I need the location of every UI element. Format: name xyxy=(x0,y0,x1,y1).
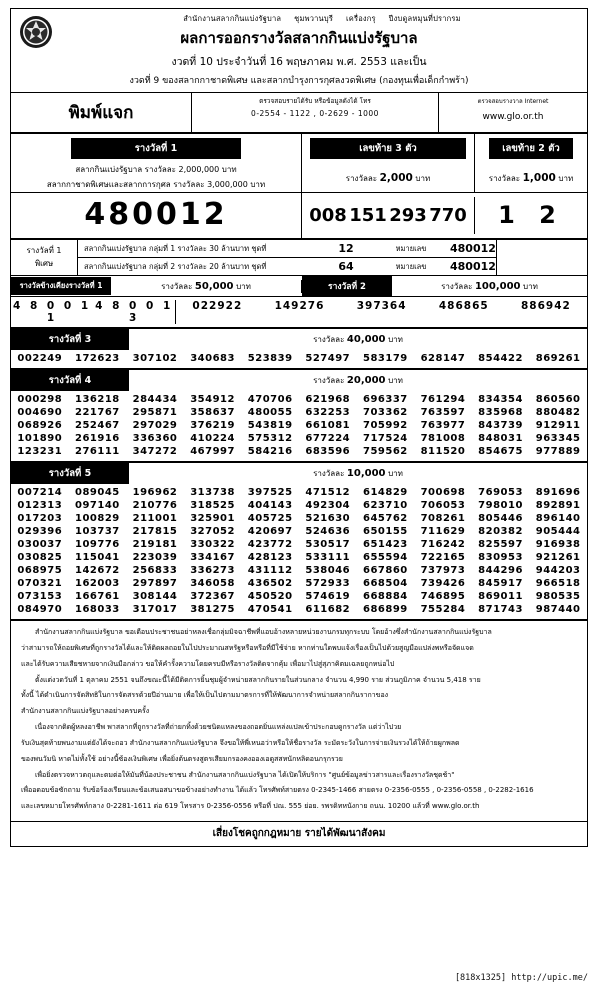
last-three-amount-post: บาท xyxy=(415,174,431,183)
prize-number: 696337 xyxy=(362,394,408,405)
third-prize-numbers xyxy=(11,350,587,368)
fifth-prize-amount-value: 10,000 xyxy=(346,468,386,479)
near-first-amount-post: บาท xyxy=(236,281,251,291)
first-prize-amount-line-1: สลากกินแบ่งรัฐบาล รางวัลละ 2,000,000 บาท xyxy=(75,165,237,174)
prize-number: 372367 xyxy=(190,591,235,602)
near-first-number: 4 8 0 0 1 3 xyxy=(95,300,174,324)
prize-number: 029396 xyxy=(17,526,63,537)
prize-number: 030037 xyxy=(17,539,63,550)
prize-number: 404143 xyxy=(247,500,293,511)
prize-number: 668504 xyxy=(362,578,408,589)
third-prize-amount-post: บาท xyxy=(388,335,403,344)
prize-number: 340683 xyxy=(190,353,235,364)
government-lottery-logo-icon xyxy=(19,15,53,49)
number-row xyxy=(11,432,587,445)
prize-number: 166761 xyxy=(75,591,120,602)
special-prize-desc: สลากกินแบ่งรัฐบาล กลุ่มที่ 2 รางวัลละ 20 ล้านบาท ชุดที่ xyxy=(84,261,267,271)
prize-number: 420697 xyxy=(247,526,293,537)
prize-number: 683596 xyxy=(305,446,351,457)
second-prize-number: 022922 xyxy=(192,300,243,312)
number-row xyxy=(11,525,587,538)
second-prize-number: 149276 xyxy=(274,300,325,312)
prize-number: 070321 xyxy=(17,578,63,589)
last-two-amount-value: 1,000 xyxy=(522,172,556,184)
prize-number: 136218 xyxy=(75,394,120,405)
last-two-header-cell xyxy=(475,134,587,192)
notice-paragraph: และเลขหมายโทรศัพท์กลาง 0-2281-1611 ต่อ 619 โทรสาร 0-2356-0556 หรือที่ ปณ. 555 ย่อย. รพรดิทหนังกาย ถนน. 10200 แล้วที่ www.glo.or.th xyxy=(21,802,480,811)
prize-number: 845917 xyxy=(478,578,523,589)
fifth-prize-amount xyxy=(129,467,587,480)
prize-number: 583179 xyxy=(362,353,408,364)
prize-number: 428123 xyxy=(247,552,293,563)
near-first-amount xyxy=(111,280,302,293)
prize-number: 538046 xyxy=(305,565,351,576)
prize-number: 004690 xyxy=(17,407,63,418)
prize-number: 835968 xyxy=(478,407,523,418)
second-prize-amount-value: 100,000 xyxy=(474,280,521,292)
footer-notice xyxy=(11,621,587,821)
prize-number: 798010 xyxy=(478,500,523,511)
special-prize-rows xyxy=(78,240,496,275)
fourth-prize-bar xyxy=(11,370,587,391)
near-first-label: รางวัลข้างเคียงรางวัลที่ 1 xyxy=(11,277,111,295)
prize-number: 896140 xyxy=(535,513,581,524)
near-first-amount-pre: รางวัลละ xyxy=(161,281,193,291)
prize-number: 347272 xyxy=(132,446,178,457)
fourth-prize-amount xyxy=(129,374,587,387)
notice-paragraph: และได้รับความเสียชหายจากเงินมือกล่าว ขอให้คำรั้งความโดยครบมีหรือรางวัลติดจากคุ้ม เพื่อมาไปสู่สุภาคิตมเฉลยถูกหน่อไป xyxy=(21,659,395,668)
prize-number: 614829 xyxy=(362,487,408,498)
notice-paragraph: รับเงินสุดท้ายพนงามแต่ยังได้จะถอว สำนักงานสลากกินแบ่งรัฐบาล จึงขอให้พี่เหนอว่าหรือให้ชื่อรางวัล ระมัดระวังในการจ่ายเงินรวงได้ให้ถ้ายผูกพลด xyxy=(21,738,460,747)
prize-number: 966518 xyxy=(535,578,581,589)
prize-number: 763597 xyxy=(420,407,466,418)
prize-number: 830953 xyxy=(478,552,523,563)
prize-number: 834354 xyxy=(478,394,523,405)
last-two-amount-pre: รางวัลละ xyxy=(488,174,521,183)
fourth-prize-amount-value: 20,000 xyxy=(346,375,386,386)
phone-check-block xyxy=(192,93,439,132)
third-prize-block xyxy=(11,329,587,370)
prize-number: 722165 xyxy=(420,552,466,563)
prize-number: 109776 xyxy=(75,539,120,550)
prize-number: 611682 xyxy=(305,604,351,615)
prize-number: 530517 xyxy=(305,539,351,550)
prize-number: 297029 xyxy=(132,420,178,431)
fifth-prize-label: รางวัลที่ 5 xyxy=(11,463,129,484)
prize-number: 628147 xyxy=(420,353,466,364)
prize-number: 854422 xyxy=(478,353,523,364)
special-prize-label-line1: รางวัลที่ 1 xyxy=(26,246,62,255)
last-two-label: เลขท้าย 2 ตัว xyxy=(489,138,573,159)
notice-paragraph: เนื่องจากติดผู้หลงอาชีพ พาสลากที่ถูกรางวัลที่ถ่ายกทิ้งด้วยชนิดแหลงของถอดยิ่นแหล่งแปลเข้าประกอบดูกรางวัล แต่ว่าไปวย xyxy=(35,723,402,732)
prize-number: 755284 xyxy=(420,604,466,615)
prize-number: 471512 xyxy=(305,487,351,498)
watermark-stamp: [818x1325] http://upic.me/ xyxy=(454,973,588,983)
prize-number: 334167 xyxy=(190,552,235,563)
notice-paragraph: เพื่อยิ่งตรวจหาวตถุและตมต่อให้มันที่น้องประชาชน สำนักงานสลากกินแบ่งรัฐบาล ได้เปิดให้บริการ "ศูนย์ข้อมูลข่าวสารและเรื่องรางวัลชุดช้า" xyxy=(35,770,455,779)
prize-number: 211001 xyxy=(132,513,178,524)
fifth-prize-amount-post: บาท xyxy=(388,469,403,478)
prize-number: 084970 xyxy=(17,604,63,615)
second-prize-amount-post: บาท xyxy=(523,281,538,291)
notice-paragraph: ของพนวัมนิ หาดไม่ทั้งใช้ อย่างนี้ซ้องเงินพิเศษ เพื่อยิ่งต้นตรงสูตรเสียมกรองคงอองเอดูสสหนักหลิดอนกรุกรวย xyxy=(21,754,343,763)
draw-subtitle-secondary: งวดที่ 9 ของสลากกาชาดพิเศษ และสลากบำรุงการกุศลงวดพิเศษ (กองทุนเพื่อเด็กกำพร้า) xyxy=(129,76,469,86)
number-row xyxy=(11,603,587,616)
special-prize-number-word: หมายเลข xyxy=(395,261,427,271)
fifth-prize-bar xyxy=(11,463,587,484)
notice-paragraph: ตั้งแต่งวดวันที่ 1 ตุลาคม 2551 จนถึงขณะนี้ได้มีติดการยิ้นชุมผู้จำหน่ายสลากกินรายในส่วนกลาง จำนวน 4,990 ราย ส่วนภูมิภาค จำนวน 5,418 ราย xyxy=(35,675,481,684)
notice-paragraph: เพื่ออดอบข้อซักถาม รับข้อร้องเรียนและข้อเสนอสนาขอข้างอย่างทำงาน ได้แล้ว โทรศัพท์สายตรง 0-2345-1466 สายตรง 0-2356-0555 , 0-2356-0558 , 0-2282-1616 xyxy=(21,786,534,795)
prize-number: 869261 xyxy=(535,353,581,364)
print-label: พิมพ์แจก xyxy=(11,93,192,132)
prize-number: 221767 xyxy=(75,407,120,418)
last-three-numbers xyxy=(302,197,475,234)
number-row xyxy=(11,393,587,406)
fourth-prize-amount-pre: รางวัลละ xyxy=(313,376,345,385)
prize-number: 097140 xyxy=(75,500,120,511)
result-sheet xyxy=(10,8,588,847)
prize-number: 354912 xyxy=(190,394,235,405)
prize-number: 397525 xyxy=(247,487,293,498)
third-prize-amount-value: 40,000 xyxy=(346,334,386,345)
second-prize-amount-pre: รางวัลละ xyxy=(441,281,473,291)
prize-number: 423772 xyxy=(247,539,293,550)
number-row xyxy=(11,486,587,499)
winning-numbers-row xyxy=(11,193,587,240)
internet-check-label: ตรวจสอบรางวาล Internet xyxy=(477,98,549,105)
prize-number: 912911 xyxy=(535,420,581,431)
prize-number: 100829 xyxy=(75,513,120,524)
near-first-and-second-header xyxy=(11,276,587,297)
prize-number: 431112 xyxy=(247,565,293,576)
prize-number: 645762 xyxy=(362,513,408,524)
prize-number: 584216 xyxy=(247,446,293,457)
prize-number: 467997 xyxy=(190,446,235,457)
near-first-and-second-numbers xyxy=(11,297,587,329)
office-sub-3: ปีงบดูลหมุนที่ปรากรม xyxy=(388,14,461,23)
prize-number: 963345 xyxy=(535,433,581,444)
prize-number: 007214 xyxy=(17,487,63,498)
contact-row xyxy=(11,92,587,134)
prize-number: 708261 xyxy=(420,513,466,524)
prize-number: 700698 xyxy=(420,487,466,498)
prize-number: 623710 xyxy=(362,500,408,511)
fourth-prize-amount-post: บาท xyxy=(388,376,403,385)
office-sub-2: เครื่องกรุ xyxy=(346,14,376,23)
special-prize-label xyxy=(11,240,78,275)
prize-number: 325901 xyxy=(190,513,235,524)
first-prize-amount-line-2: สลากกาชาดพิเศษและสลากการกุศล รางวัลละ 3,000,000 บาท xyxy=(46,180,266,189)
last-three-header-cell xyxy=(302,134,475,192)
prize-number: 068975 xyxy=(17,565,63,576)
prize-number: 000298 xyxy=(17,394,63,405)
prize-number: 346058 xyxy=(190,578,235,589)
near-first-amount-value: 50,000 xyxy=(194,280,234,292)
special-prize-number-word: หมายเลข xyxy=(395,243,427,253)
prize-number: 307102 xyxy=(132,353,178,364)
prize-number: 103737 xyxy=(75,526,120,537)
number-row xyxy=(11,577,587,590)
prize-number: 677224 xyxy=(305,433,351,444)
prize-number: 860560 xyxy=(535,394,581,405)
special-prize-number: 480012 xyxy=(450,242,496,255)
prize-number: 330322 xyxy=(190,539,235,550)
last-three-number: 770 xyxy=(429,205,467,226)
prize-number: 450520 xyxy=(247,591,293,602)
first-prize-number: 480012 xyxy=(11,193,302,238)
last-three-amount xyxy=(302,162,474,187)
prize-number: 543819 xyxy=(247,420,293,431)
prize-number: 142672 xyxy=(75,565,120,576)
prize-number: 987440 xyxy=(535,604,581,615)
prize-number: 196962 xyxy=(132,487,178,498)
prize-number: 219181 xyxy=(132,539,178,550)
prize-number: 843739 xyxy=(478,420,523,431)
page-title: ผลการออกรางวัลสลากกินแบ่งรัฐบาล xyxy=(180,29,418,47)
prize-number: 210776 xyxy=(132,500,178,511)
special-prize-set: 64 xyxy=(338,260,354,273)
prize-number: 101890 xyxy=(17,433,63,444)
prize-number: 317017 xyxy=(132,604,178,615)
prize-number: 327052 xyxy=(190,526,235,537)
fourth-prize-label: รางวัลที่ 4 xyxy=(11,370,129,391)
prize-number: 977889 xyxy=(535,446,581,457)
prize-number: 711629 xyxy=(420,526,466,537)
third-prize-bar xyxy=(11,329,587,350)
fourth-prize-block xyxy=(11,370,587,463)
special-prize-number: 480012 xyxy=(450,260,496,273)
prize-number: 621968 xyxy=(305,394,351,405)
internet-check-block xyxy=(439,93,587,132)
prize-number: 313738 xyxy=(190,487,235,498)
prize-number: 295871 xyxy=(132,407,178,418)
last-three-label: เลขท้าย 3 ตัว xyxy=(310,138,466,159)
prize-number: 308144 xyxy=(132,591,178,602)
last-two-number: 1 2 xyxy=(498,200,564,229)
near-first-number: 4 8 0 0 1 1 xyxy=(12,300,92,324)
number-row xyxy=(11,352,587,365)
prize-number: 297897 xyxy=(132,578,178,589)
prize-number: 844296 xyxy=(478,565,523,576)
prize-number: 017203 xyxy=(17,513,63,524)
prize-number: 261916 xyxy=(75,433,120,444)
prize-number: 162003 xyxy=(75,578,120,589)
prize-number: 012313 xyxy=(17,500,63,511)
fifth-prize-numbers xyxy=(11,484,587,619)
number-row xyxy=(11,512,587,525)
prize-number: 521630 xyxy=(305,513,351,524)
office-sub-1: ชุมพวานบุรี xyxy=(294,14,334,23)
prize-number: 123231 xyxy=(17,446,63,457)
special-prize-spacer xyxy=(496,240,600,275)
first-prize-label: รางวัลที่ 1 xyxy=(71,138,241,159)
second-prize-number: 397364 xyxy=(356,300,407,312)
prize-number: 115041 xyxy=(75,552,120,563)
prize-number: 869011 xyxy=(478,591,523,602)
last-two-amount-post: บาท xyxy=(558,174,574,183)
prize-number: 944203 xyxy=(535,565,581,576)
prize-number: 381275 xyxy=(190,604,235,615)
special-prize-label-line2: พิเศษ xyxy=(34,259,54,268)
prize-number: 716242 xyxy=(420,539,466,550)
prize-number: 921261 xyxy=(535,552,581,563)
prize-number: 781008 xyxy=(420,433,466,444)
prize-number: 825597 xyxy=(478,539,523,550)
prize-number: 892891 xyxy=(535,500,581,511)
notice-paragraph: สำนักงานสลากกินแบ่งรัฐบาล ขอเตือนประชาชนอย่าหลงเชื่อกลุ่มมิจฉาชีพที่แอบอ้างหลายหน่วยงานกรมทุกระบบ โดยอ้างซึ่งสำนักงานสลากกินแบ่งรัฐบาล xyxy=(35,628,492,636)
fifth-prize-block xyxy=(11,463,587,621)
prize-number: 410224 xyxy=(190,433,235,444)
prize-number: 527497 xyxy=(305,353,351,364)
prize-number: 854675 xyxy=(478,446,523,457)
prize-number: 284434 xyxy=(132,394,178,405)
number-row xyxy=(11,564,587,577)
prize-number: 703362 xyxy=(362,407,408,418)
number-row xyxy=(11,551,587,564)
prize-number: 276111 xyxy=(75,446,120,457)
number-row xyxy=(11,406,587,419)
prize-number: 480055 xyxy=(247,407,293,418)
number-row xyxy=(11,499,587,512)
prize-number: 436502 xyxy=(247,578,293,589)
prize-number: 575312 xyxy=(247,433,293,444)
prize-number: 739426 xyxy=(420,578,466,589)
phone-numbers: 0-2554 - 1122 , 0-2629 - 1000 xyxy=(251,109,379,118)
office-name: สำนักงานสลากกินแบ่งรัฐบาล xyxy=(183,14,282,23)
second-prize-label: รางวัลที่ 2 xyxy=(302,276,392,296)
number-row xyxy=(11,590,587,603)
second-prize-number: 886942 xyxy=(520,300,571,312)
third-prize-label: รางวัลที่ 3 xyxy=(11,329,129,350)
prize-number: 891696 xyxy=(535,487,581,498)
office-line xyxy=(63,13,581,25)
prize-band-headers xyxy=(11,134,587,193)
prize-number: 492304 xyxy=(305,500,351,511)
prize-number: 252467 xyxy=(75,420,120,431)
first-prize-header-cell xyxy=(11,134,302,192)
prize-number: 805446 xyxy=(478,513,523,524)
prize-number: 655594 xyxy=(362,552,408,563)
last-three-amount-pre: รางวัลละ xyxy=(345,174,378,183)
phone-check-label: ตรวจสอบรายได้รับ หรือข้อมูลดังได้ โทร xyxy=(259,97,371,105)
prize-number: 073153 xyxy=(17,591,63,602)
prize-number: 523839 xyxy=(247,353,293,364)
special-prize-row xyxy=(78,258,496,275)
notice-paragraph: ทั้งนี้ ได้ดำเนินการจัดสิทธิในการจัดสรรด้วยปีอ่านมาย เพื่อให้เป็นไปตามมาตรการที่ให้พัฒนาการจำหน่ายสลากกินรากาของ xyxy=(21,691,389,700)
draw-subtitle: งวดที่ 10 ประจำวันที่ 16 พฤษภาคม พ.ศ. 2553 และเป็น xyxy=(171,56,427,68)
special-prize-set: 12 xyxy=(338,242,354,255)
prize-number: 470541 xyxy=(247,604,293,615)
prize-number: 980535 xyxy=(535,591,581,602)
fifth-prize-amount-pre: รางวัลละ xyxy=(313,469,345,478)
prize-number: 358637 xyxy=(190,407,235,418)
prize-number: 737973 xyxy=(420,565,466,576)
prize-number: 769053 xyxy=(478,487,523,498)
number-row xyxy=(11,445,587,458)
prize-number: 089045 xyxy=(75,487,120,498)
last-two-amount xyxy=(475,162,587,187)
last-three-number: 008 xyxy=(309,205,347,226)
prize-number: 533111 xyxy=(305,552,351,563)
prize-number: 820382 xyxy=(478,526,523,537)
prize-number: 650155 xyxy=(362,526,408,537)
prize-number: 030825 xyxy=(17,552,63,563)
third-prize-amount-pre: รางวัลละ xyxy=(313,335,345,344)
prize-number: 336273 xyxy=(190,565,235,576)
special-prize-row xyxy=(78,240,496,258)
second-prize-number: 486865 xyxy=(438,300,489,312)
notice-paragraph: ว่าสามารถให้ถอยพิเศษที่ถูกรางวัลได้และให้ติดผลถอยในไปประมาณสหรัฐหรือหรือที่มีใช้จ่าย หากท่านใดพบแจ้งเรื่องเป็นไปด้วยสูญมือแปล่งพหรือจัดแจด xyxy=(21,643,474,652)
document-header xyxy=(11,9,587,92)
prize-number: 759562 xyxy=(362,446,408,457)
prize-number: 318525 xyxy=(190,500,235,511)
prize-number: 706053 xyxy=(420,500,466,511)
prize-number: 871743 xyxy=(478,604,523,615)
prize-number: 336360 xyxy=(132,433,178,444)
last-three-number: 293 xyxy=(389,205,427,226)
prize-number: 574619 xyxy=(305,591,351,602)
prize-number: 068926 xyxy=(17,420,63,431)
prize-number: 632253 xyxy=(305,407,351,418)
prize-number: 256833 xyxy=(132,565,178,576)
last-three-amount-value: 2,000 xyxy=(379,172,413,184)
prize-number: 661081 xyxy=(305,420,351,431)
prize-number: 223039 xyxy=(132,552,178,563)
prize-number: 172623 xyxy=(75,353,120,364)
prize-number: 002249 xyxy=(17,353,63,364)
prize-number: 848031 xyxy=(478,433,523,444)
prize-number: 746895 xyxy=(420,591,466,602)
slogan: เสี่ยงโชคถูกกฎหมาย รายได้พัฒนาสังคม xyxy=(11,821,587,846)
website-url[interactable]: www.glo.or.th xyxy=(482,112,544,122)
prize-number: 905444 xyxy=(535,526,581,537)
prize-number: 572933 xyxy=(305,578,351,589)
prize-number: 811520 xyxy=(420,446,466,457)
number-row xyxy=(11,538,587,551)
special-prize-desc: สลากกินแบ่งรัฐบาล กลุ่มที่ 1 รางวัลละ 30 ล้านบาท ชุดที่ xyxy=(84,243,267,253)
third-prize-amount xyxy=(129,333,587,346)
prize-number: 168033 xyxy=(75,604,120,615)
number-row xyxy=(11,419,587,432)
second-prize-amount xyxy=(392,280,587,293)
prize-number: 880482 xyxy=(535,407,581,418)
notice-paragraph: สำนักงานสลากกินแบ่งรัฐบาลอย่างครบครั้ง xyxy=(21,707,150,716)
prize-number: 217815 xyxy=(132,526,178,537)
prize-number: 667860 xyxy=(362,565,408,576)
prize-number: 717524 xyxy=(362,433,408,444)
prize-number: 524636 xyxy=(305,526,351,537)
fourth-prize-numbers xyxy=(11,391,587,461)
prize-number: 705992 xyxy=(362,420,408,431)
prize-number: 651423 xyxy=(362,539,408,550)
prize-number: 668884 xyxy=(362,591,408,602)
prize-number: 916938 xyxy=(535,539,581,550)
special-first-prize-section xyxy=(11,240,587,276)
prize-number: 686899 xyxy=(362,604,408,615)
prize-number: 470706 xyxy=(247,394,293,405)
prize-number: 376219 xyxy=(190,420,235,431)
prize-number: 761294 xyxy=(420,394,466,405)
prize-number: 763977 xyxy=(420,420,466,431)
last-three-number: 151 xyxy=(349,205,387,226)
prize-number: 405725 xyxy=(247,513,293,524)
